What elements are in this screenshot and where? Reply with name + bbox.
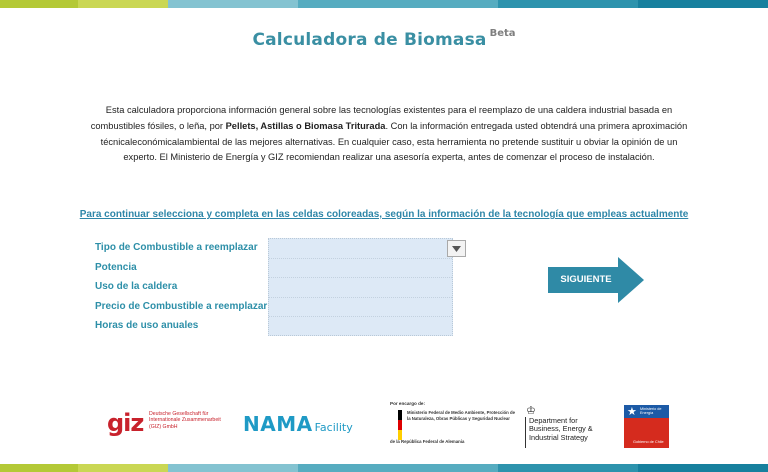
- giz-wordmark: giz: [107, 409, 144, 437]
- bmu-ministry-text: Ministerio Federal de Medio Ambiente, Protección de la Naturaleza, Obras Públicas y Seguridad Nuclear: [407, 410, 515, 421]
- intro-text-2: . Con la información entregada usted obtendrá una primera aproximación técnicaleconómicalambiental de las mejores alternativas. En cualquier caso, esta herramienta no pretende sustituir u obviar la opinión de un experto. El Ministerio de Energía y GIZ recomiendan realizar una asesoría experta, antes de comenzar el proceso de instalación.: [100, 120, 688, 163]
- next-button[interactable]: [548, 257, 644, 303]
- beis-logo: [524, 404, 604, 448]
- beis-divider: [525, 417, 526, 448]
- intro-text-1: Esta calculadora proporciona información general sobre las tecnologías existentes para el reemplazo de una caldera industrial basada en combustibles fósiles, o leña, por: [90, 105, 673, 131]
- fuel-price-cell[interactable]: [269, 298, 452, 318]
- nama-wordmark: NAMA: [243, 412, 313, 436]
- input-cells: [268, 238, 453, 336]
- boiler-use-cell[interactable]: [269, 278, 452, 298]
- annual-hours-label: Horas de uso anuales: [95, 320, 199, 332]
- gobierno-de-chile-logo: [624, 405, 669, 448]
- chevron-down-icon: [452, 246, 461, 252]
- bmu-on-behalf-text: Por encargo de:: [390, 401, 425, 406]
- bmu-republic-text: de la República Federal de Alemania: [390, 439, 465, 444]
- intro-bold-text: Pellets, Astillas o Biomasa Triturada: [225, 120, 386, 131]
- bmu-logo: [390, 401, 515, 449]
- nama-facility-logo: [243, 412, 353, 436]
- next-button-label: SIGUIENTE: [560, 274, 612, 285]
- fuel-price-label: Precio de Combustible a reemplazar: [95, 300, 268, 312]
- beta-badge: Beta: [489, 28, 516, 39]
- ministerio-energia-text: Ministerio de Energía: [640, 407, 662, 416]
- nama-facility-text: Facility: [314, 421, 353, 434]
- bottom-color-stripe: [0, 464, 768, 472]
- fuel-type-cell[interactable]: [269, 239, 452, 259]
- power-cell[interactable]: [269, 259, 452, 279]
- royal-crest-icon: ♔: [526, 405, 536, 417]
- star-icon: ★: [627, 406, 637, 418]
- fuel-type-dropdown-button[interactable]: [447, 240, 466, 257]
- boiler-use-label: Uso de la caldera: [95, 281, 178, 293]
- giz-logo: [107, 405, 227, 441]
- fuel-type-label: Tipo de Combustible a reemplazar: [95, 242, 258, 253]
- german-flag-icon: [398, 410, 402, 440]
- top-color-stripe: [0, 0, 768, 8]
- beis-text: Department for Business, Energy & Industrial Strategy: [529, 416, 593, 442]
- power-label: Potencia: [95, 261, 137, 273]
- gobierno-chile-text: Gobierno de Chile: [633, 440, 664, 444]
- annual-hours-cell[interactable]: [269, 317, 452, 337]
- giz-subtitle: Deutsche Gesellschaft für Internationale Zusammenarbeit (GIZ) GmbH: [149, 411, 221, 430]
- page-title: [0, 30, 768, 50]
- title-text: Calculadora de Biomasa: [252, 30, 487, 50]
- intro-paragraph: [90, 103, 688, 166]
- instruction-link[interactable]: Para continuar selecciona y completa en las celdas coloreadas, según la información de la tecnología que empleas actualmente: [79, 209, 689, 220]
